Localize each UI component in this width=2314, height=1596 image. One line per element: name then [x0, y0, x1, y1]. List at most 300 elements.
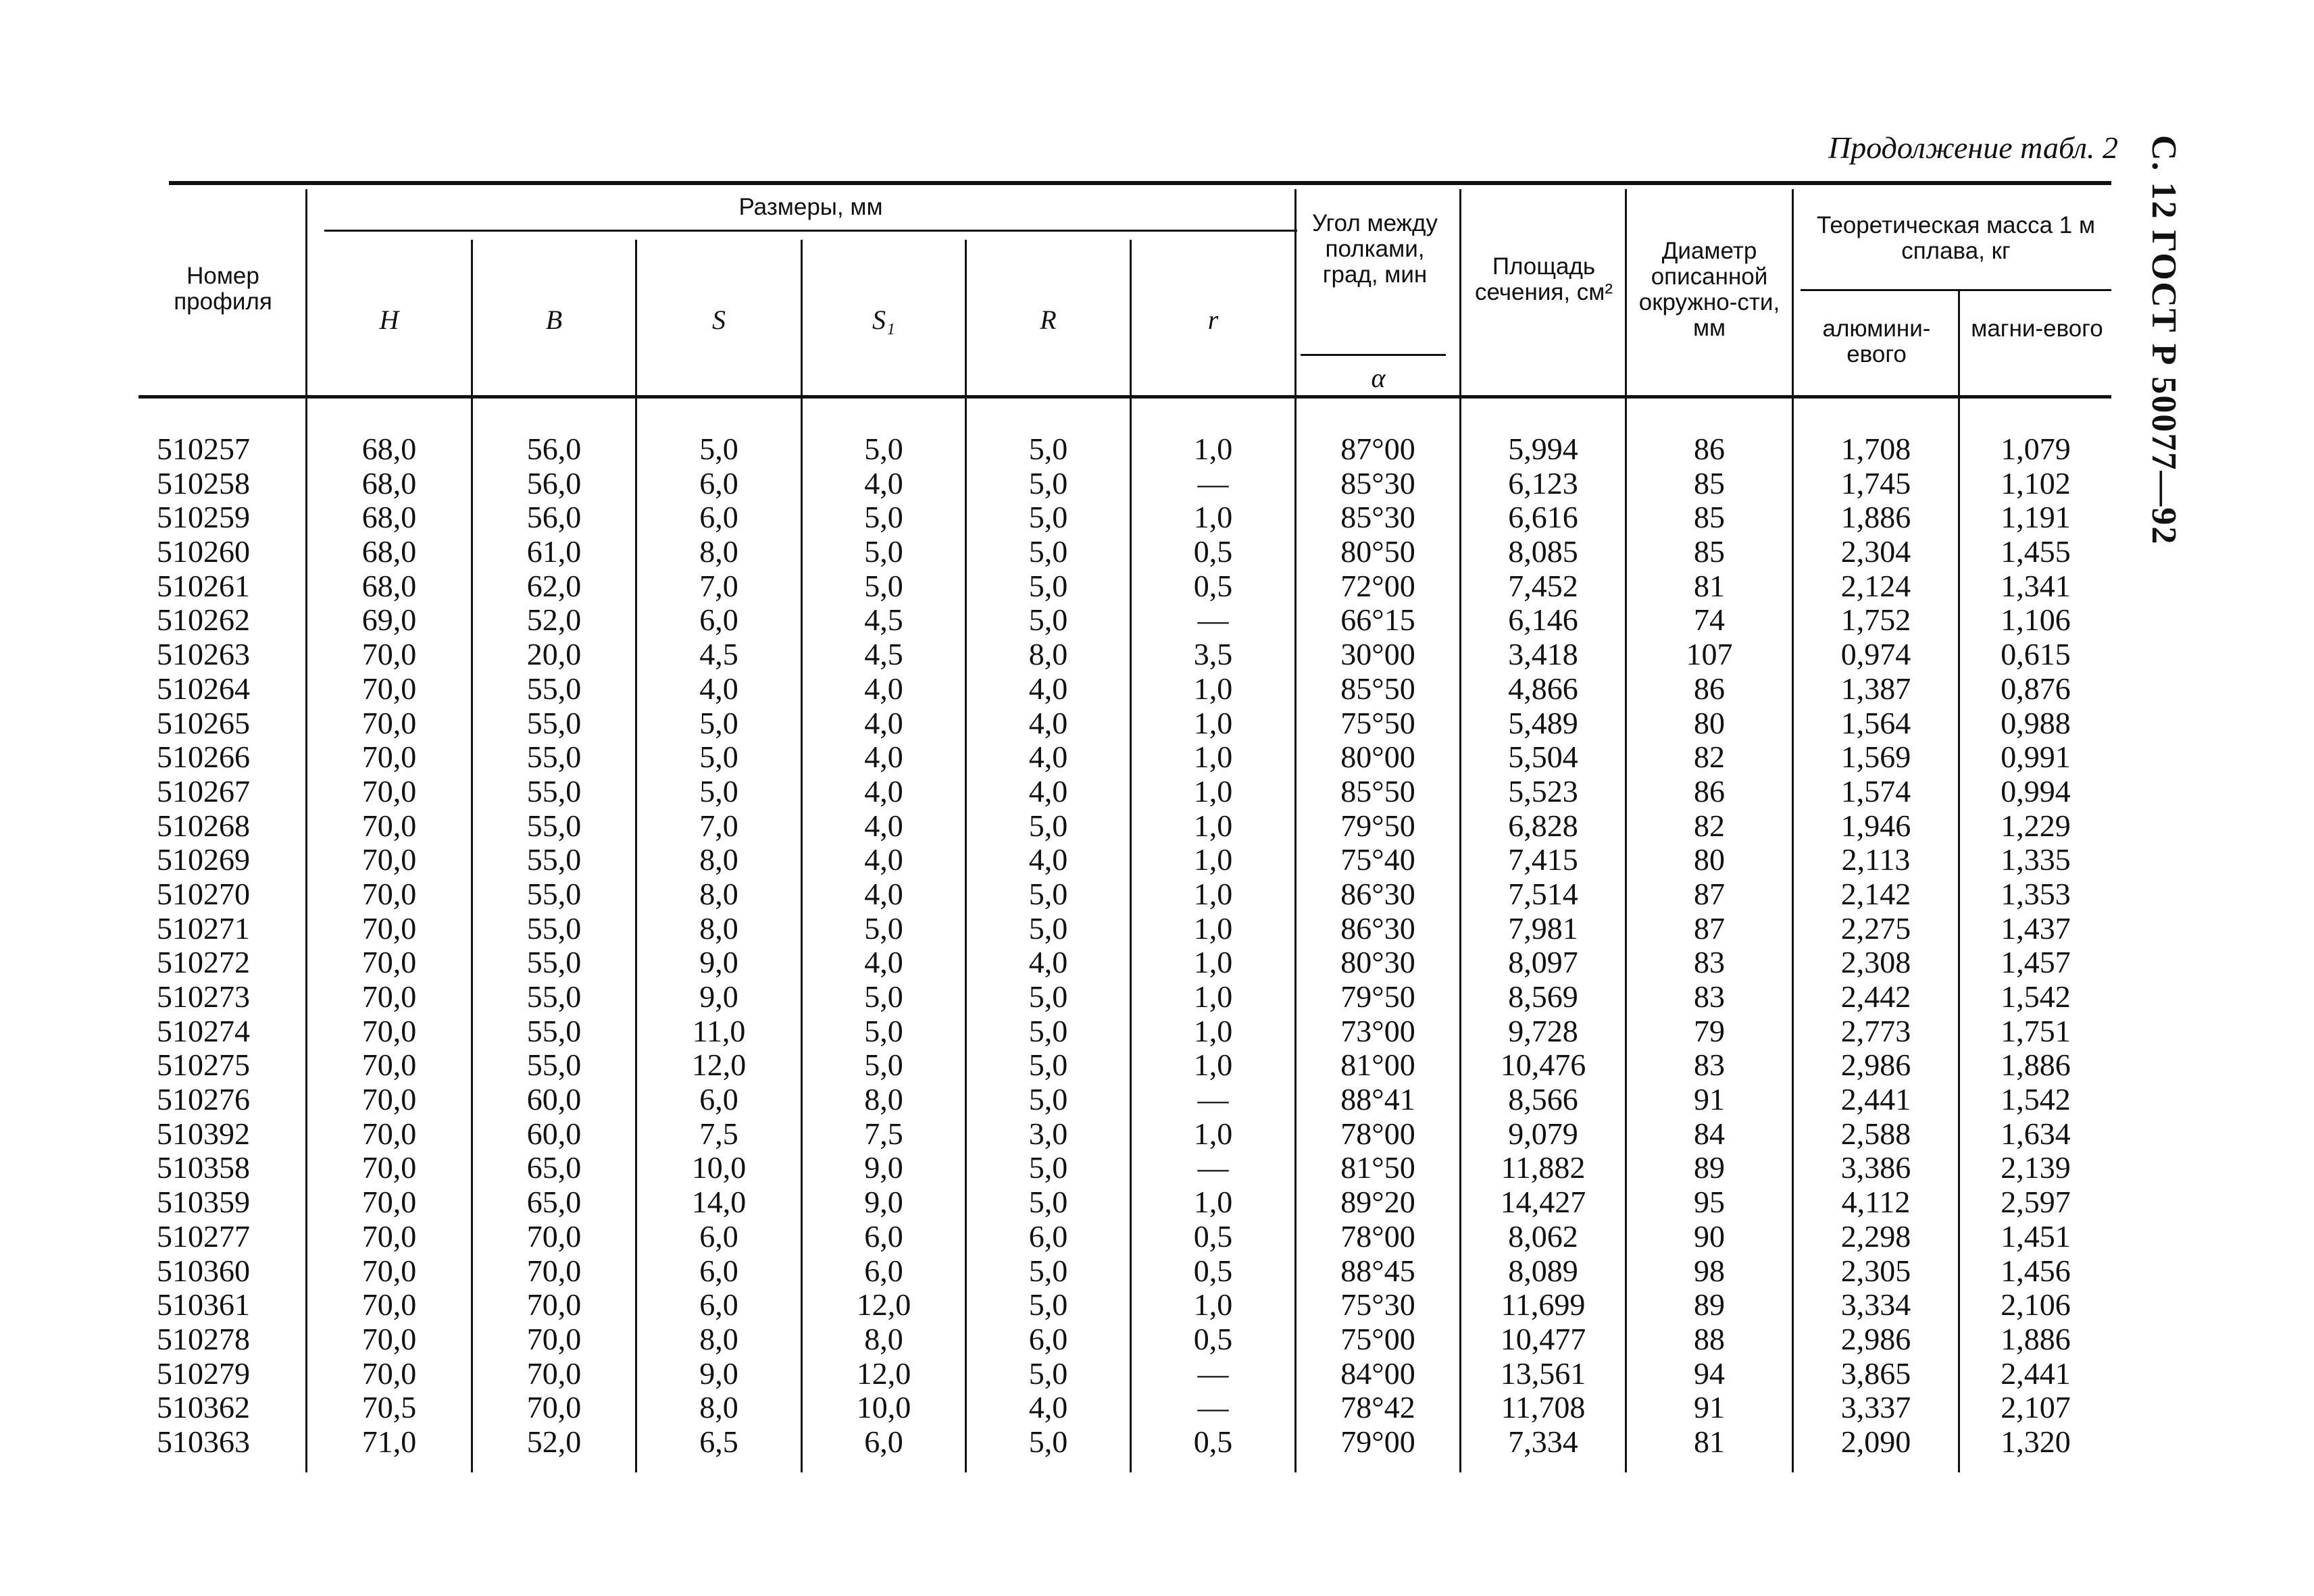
table-cell-S: 5,0: [699, 705, 738, 740]
column-S1: [803, 432, 965, 1460]
table-cell-angle: 88°41: [1340, 1082, 1415, 1117]
table-cell-S1: 7,5: [864, 1116, 903, 1151]
table-cell-R: 6,0: [1028, 1321, 1068, 1356]
table-cell-S: 6,0: [699, 602, 738, 638]
table-cell-S1: 4,0: [864, 671, 903, 706]
header-angle: Угол между полками, град, мин: [1312, 210, 1438, 288]
table-cell-area: 6,828: [1508, 808, 1578, 843]
table-cell-al: 2,588: [1840, 1116, 1911, 1151]
table-cell-diam: 74: [1694, 602, 1725, 638]
table-cell-mg: 2,106: [2001, 1287, 2071, 1322]
table-cell-area: 6,123: [1508, 465, 1578, 500]
table-cell-S: 8,0: [699, 910, 738, 946]
table-cell-mg: 1,229: [2001, 808, 2071, 843]
table-cell-num: 510360: [157, 1253, 250, 1288]
table-cell-area: 11,708: [1501, 1390, 1586, 1425]
table-cell-S: 5,0: [699, 740, 738, 775]
table-cell-H: 70,0: [361, 808, 417, 843]
table-cell-B: 55,0: [526, 740, 582, 775]
table-cell-R: 5,0: [1028, 500, 1068, 535]
table-cell-al: 2,308: [1840, 945, 1911, 980]
table-cell-al: 2,275: [1840, 910, 1911, 946]
table-cell-B: 55,0: [526, 1013, 582, 1048]
table-cell-angle: 88°45: [1340, 1253, 1415, 1288]
table-cell-R: 5,0: [1028, 534, 1068, 569]
table-cell-S: 9,0: [699, 979, 738, 1014]
table-cell-mg: 1,079: [2001, 432, 2071, 466]
column-angle: [1297, 432, 1459, 1460]
table-cell-S1: 6,0: [864, 1424, 903, 1459]
table-cell-B: 20,0: [526, 637, 582, 672]
table-cell-mg: 1,542: [2001, 979, 2071, 1014]
table-cell-B: 56,0: [526, 465, 582, 500]
header-S1: S₁: [872, 305, 895, 335]
header-S: S: [712, 305, 726, 335]
table-cell-S1: 10,0: [856, 1390, 911, 1425]
table-cell-area: 8,085: [1508, 534, 1578, 569]
table-cell-al: 2,298: [1840, 1218, 1911, 1254]
table-cell-S1: 5,0: [864, 910, 903, 946]
table-cell-mg: 2,441: [2001, 1356, 2071, 1391]
header-area: Площадь сечения, см²: [1474, 253, 1613, 305]
table-cell-S1: 5,0: [864, 1013, 903, 1048]
table-cell-B: 55,0: [526, 876, 582, 911]
table-cell-num: 510261: [157, 568, 250, 603]
table-cell-angle: 86°30: [1340, 910, 1415, 946]
table-cell-S: 8,0: [699, 534, 738, 569]
column-r: [1132, 432, 1294, 1460]
header-H: H: [379, 305, 399, 335]
table-cell-S1: 12,0: [856, 1287, 911, 1322]
table-cell-mg: 0,988: [2001, 705, 2071, 740]
table-cell-r: 1,0: [1193, 773, 1233, 808]
header-R: R: [1040, 305, 1057, 335]
table-cell-num: 510267: [157, 773, 250, 808]
table-cell-al: 3,334: [1840, 1287, 1911, 1322]
table-cell-S1: 8,0: [864, 1321, 903, 1356]
table-cell-al: 1,708: [1840, 432, 1911, 466]
table-cell-num: 510266: [157, 740, 250, 775]
table-cell-r: 0,5: [1193, 534, 1233, 569]
table-cell-al: 1,564: [1840, 705, 1911, 740]
table-cell-al: 1,886: [1840, 500, 1911, 535]
table-cell-mg: 1,106: [2001, 602, 2071, 638]
table-cell-B: 55,0: [526, 773, 582, 808]
table-cell-mg: 1,455: [2001, 534, 2071, 569]
table-cell-mg: 1,341: [2001, 568, 2071, 603]
table-cell-num: 510358: [157, 1150, 250, 1185]
table-cell-angle: 85°50: [1340, 773, 1415, 808]
table-cell-num: 510270: [157, 876, 250, 911]
table-cell-area: 8,569: [1508, 979, 1578, 1014]
table-cell-H: 70,0: [361, 842, 417, 877]
table-cell-r: 1,0: [1193, 876, 1233, 911]
table-cell-angle: 79°50: [1340, 979, 1415, 1014]
table-cell-r: —: [1197, 1356, 1229, 1391]
table-cell-S: 9,0: [699, 1356, 738, 1391]
table-cell-angle: 78°00: [1340, 1116, 1415, 1151]
header-profile-number: Номер профиля: [174, 263, 272, 315]
table-cell-angle: 75°40: [1340, 842, 1415, 877]
table-cell-angle: 75°50: [1340, 705, 1415, 740]
table-cell-diam: 86: [1694, 671, 1725, 706]
table-cell-R: 5,0: [1028, 910, 1068, 946]
table-cell-r: 1,0: [1193, 1013, 1233, 1048]
table-cell-H: 70,0: [361, 671, 417, 706]
table-cell-B: 70,0: [526, 1356, 582, 1391]
header-diameter: Диаметр описанной окружно-сти, мм: [1638, 238, 1780, 341]
table-cell-H: 68,0: [361, 500, 417, 535]
table-cell-num: 510361: [157, 1287, 250, 1322]
table-cell-diam: 107: [1686, 637, 1733, 672]
table-cell-r: 1,0: [1193, 705, 1233, 740]
table-cell-S1: 4,0: [864, 945, 903, 980]
table-cell-B: 70,0: [526, 1321, 582, 1356]
table-cell-R: 5,0: [1028, 1082, 1068, 1117]
table-cell-S1: 5,0: [864, 1048, 903, 1083]
table-cell-num: 510278: [157, 1321, 250, 1356]
table-cell-diam: 98: [1694, 1253, 1725, 1288]
table-cell-num: 510260: [157, 534, 250, 569]
header-angle-symbol: α: [1371, 363, 1386, 393]
table-cell-R: 4,0: [1028, 705, 1068, 740]
table-cell-diam: 86: [1694, 432, 1725, 466]
table-cell-diam: 90: [1694, 1218, 1725, 1254]
table-cell-diam: 87: [1694, 876, 1725, 911]
dimensions-group-rule: [324, 230, 1297, 232]
table-cell-mg: 2,139: [2001, 1150, 2071, 1185]
table-cell-diam: 83: [1694, 1048, 1725, 1083]
table-cell-R: 5,0: [1028, 1424, 1068, 1459]
table-cell-angle: 80°50: [1340, 534, 1415, 569]
table-cell-angle: 85°30: [1340, 465, 1415, 500]
table-cell-S: 7,5: [699, 1116, 738, 1151]
table-cell-mg: 1,335: [2001, 842, 2071, 877]
table-cell-num: 510277: [157, 1218, 250, 1254]
table-cell-al: 2,773: [1840, 1013, 1911, 1048]
table-cell-S1: 8,0: [864, 1082, 903, 1117]
header-r: r: [1207, 305, 1219, 335]
table-cell-r: 0,5: [1193, 1218, 1233, 1254]
table-cell-num: 510263: [157, 637, 250, 672]
table-cell-H: 70,0: [361, 945, 417, 980]
table-cell-R: 6,0: [1028, 1218, 1068, 1254]
header-B: B: [545, 305, 563, 335]
table-cell-S1: 12,0: [856, 1356, 911, 1391]
table-cell-H: 70,0: [361, 1321, 417, 1356]
table-cell-diam: 91: [1694, 1390, 1725, 1425]
table-cell-area: 10,476: [1500, 1048, 1586, 1083]
table-cell-diam: 80: [1694, 842, 1725, 877]
table-cell-S: 8,0: [699, 1321, 738, 1356]
table-cell-B: 55,0: [526, 1048, 582, 1083]
table-cell-r: 1,0: [1193, 740, 1233, 775]
table-cell-al: 2,442: [1840, 979, 1911, 1014]
table-cell-area: 7,514: [1508, 876, 1578, 911]
table-cell-H: 70,0: [361, 1116, 417, 1151]
table-cell-H: 70,0: [361, 979, 417, 1014]
table-cell-mg: 0,991: [2001, 740, 2071, 775]
table-cell-angle: 87°00: [1340, 432, 1415, 466]
table-cell-area: 5,489: [1508, 705, 1578, 740]
table-cell-al: 2,986: [1840, 1048, 1911, 1083]
table-cell-angle: 80°30: [1340, 945, 1415, 980]
table-cell-mg: 1,542: [2001, 1082, 2071, 1117]
table-cell-R: 5,0: [1028, 1253, 1068, 1288]
table-cell-diam: 80: [1694, 705, 1725, 740]
table-cell-angle: 79°50: [1340, 808, 1415, 843]
table-cell-angle: 79°00: [1340, 1424, 1415, 1459]
table-cell-S: 10,0: [691, 1150, 747, 1185]
table-cell-H: 70,0: [361, 910, 417, 946]
table-cell-al: 2,113: [1841, 842, 1911, 877]
table-cell-B: 56,0: [526, 432, 582, 466]
table-cell-R: 8,0: [1028, 637, 1068, 672]
table-cell-H: 68,0: [361, 465, 417, 500]
table-cell-B: 60,0: [526, 1082, 582, 1117]
table-cell-area: 9,079: [1508, 1116, 1578, 1151]
table-cell-R: 3,0: [1028, 1116, 1068, 1151]
table-cell-al: 2,441: [1840, 1082, 1911, 1117]
column-R: [967, 432, 1130, 1460]
table-cell-S: 8,0: [699, 842, 738, 877]
mass-group-rule: [1801, 289, 2111, 291]
table-cell-B: 70,0: [526, 1253, 582, 1288]
table-cell-H: 70,0: [361, 705, 417, 740]
table-cell-al: 3,386: [1840, 1150, 1911, 1185]
table-cell-r: 1,0: [1193, 1287, 1233, 1322]
table-cell-R: 5,0: [1028, 1150, 1068, 1185]
table-cell-diam: 95: [1694, 1185, 1725, 1220]
table-cell-R: 5,0: [1028, 1356, 1068, 1391]
table-cell-num: 510264: [157, 671, 250, 706]
table-cell-r: 0,5: [1193, 568, 1233, 603]
table-cell-H: 71,0: [361, 1424, 417, 1459]
table-cell-area: 4,866: [1508, 671, 1578, 706]
table-cell-mg: 0,615: [2001, 637, 2071, 672]
table-cell-diam: 89: [1694, 1287, 1725, 1322]
table-cell-H: 70,0: [361, 1013, 417, 1048]
table-cell-area: 13,561: [1500, 1356, 1586, 1391]
table-cell-H: 70,0: [361, 1185, 417, 1220]
table-cell-H: 70,0: [361, 1356, 417, 1391]
header-mass-group: Теоретическая масса 1 м сплава, кг: [1816, 212, 2096, 264]
table-cell-al: 1,745: [1840, 465, 1911, 500]
table-cell-S: 6,5: [699, 1424, 738, 1459]
header-dimensions-group: Размеры, мм: [738, 194, 883, 220]
table-cell-r: 3,5: [1193, 637, 1233, 672]
table-cell-B: 52,0: [526, 602, 582, 638]
table-cell-r: 1,0: [1193, 910, 1233, 946]
table-cell-B: 55,0: [526, 671, 582, 706]
table-cell-angle: 30°00: [1340, 637, 1415, 672]
table-cell-mg: 2,107: [2001, 1390, 2071, 1425]
table-cell-S1: 9,0: [864, 1185, 903, 1220]
table-cell-B: 55,0: [526, 910, 582, 946]
table-cell-al: 2,142: [1840, 876, 1911, 911]
table-cell-S1: 5,0: [864, 500, 903, 535]
table-cell-num: 510276: [157, 1082, 250, 1117]
table-cell-H: 70,0: [361, 876, 417, 911]
table-cell-S1: 6,0: [864, 1218, 903, 1254]
table-cell-R: 5,0: [1028, 979, 1068, 1014]
table-cell-num: 510273: [157, 979, 250, 1014]
table-cell-H: 70,0: [361, 637, 417, 672]
table-cell-mg: 1,457: [2001, 945, 2071, 980]
table-cell-diam: 79: [1694, 1013, 1725, 1048]
table-cell-R: 5,0: [1028, 1287, 1068, 1322]
table-cell-num: 510363: [157, 1424, 250, 1459]
header-bottom-rule: [139, 395, 2111, 398]
table-cell-num: 510262: [157, 602, 250, 638]
table-cell-S1: 5,0: [864, 432, 903, 466]
table-cell-H: 68,0: [361, 568, 417, 603]
table-continuation-caption: Продолжение табл. 2: [1828, 130, 2118, 165]
table-cell-diam: 84: [1694, 1116, 1725, 1151]
table-cell-R: 4,0: [1028, 945, 1068, 980]
table-cell-B: 55,0: [526, 808, 582, 843]
table-cell-S: 7,0: [699, 808, 738, 843]
table-cell-S1: 4,0: [864, 773, 903, 808]
table-cell-area: 9,728: [1508, 1013, 1578, 1048]
table-cell-H: 68,0: [361, 534, 417, 569]
table-cell-R: 5,0: [1028, 1048, 1068, 1083]
table-cell-num: 510392: [157, 1116, 250, 1151]
table-cell-num: 510265: [157, 705, 250, 740]
table-cell-mg: 1,886: [2001, 1321, 2071, 1356]
table-cell-al: 0,974: [1840, 637, 1911, 672]
table-cell-R: 4,0: [1028, 842, 1068, 877]
table-cell-S1: 4,0: [864, 876, 903, 911]
table-cell-B: 70,0: [526, 1218, 582, 1254]
table-cell-B: 55,0: [526, 945, 582, 980]
table-cell-B: 55,0: [526, 979, 582, 1014]
table-cell-diam: 82: [1694, 740, 1725, 775]
table-cell-area: 11,699: [1501, 1287, 1586, 1322]
table-cell-al: 1,752: [1840, 602, 1911, 638]
table-cell-diam: 87: [1694, 910, 1725, 946]
table-cell-angle: 73°00: [1340, 1013, 1415, 1048]
table-top-rule: [169, 181, 2111, 185]
table-cell-mg: 1,634: [2001, 1116, 2071, 1151]
table-cell-r: 1,0: [1193, 1048, 1233, 1083]
table-cell-H: 69,0: [361, 602, 417, 638]
table-cell-R: 4,0: [1028, 671, 1068, 706]
table-cell-r: 1,0: [1193, 842, 1233, 877]
table-cell-S1: 4,0: [864, 465, 903, 500]
table-cell-r: —: [1197, 1390, 1229, 1425]
table-cell-diam: 81: [1694, 1424, 1725, 1459]
table-cell-S: 14,0: [691, 1185, 747, 1220]
table-cell-S: 6,0: [699, 500, 738, 535]
table-cell-num: 510257: [157, 432, 250, 466]
table-cell-R: 5,0: [1028, 432, 1068, 466]
table-cell-S: 6,0: [699, 1218, 738, 1254]
table-cell-S1: 5,0: [864, 534, 903, 569]
table-cell-R: 5,0: [1028, 1013, 1068, 1048]
table-cell-al: 2,090: [1840, 1424, 1911, 1459]
table-cell-diam: 89: [1694, 1150, 1725, 1185]
table-cell-mg: 1,451: [2001, 1218, 2071, 1254]
table-cell-al: 1,946: [1840, 808, 1911, 843]
table-cell-r: 1,0: [1193, 808, 1233, 843]
table-cell-al: 2,304: [1840, 534, 1911, 569]
table-cell-H: 70,0: [361, 740, 417, 775]
table-cell-r: 1,0: [1193, 671, 1233, 706]
table-cell-area: 8,089: [1508, 1253, 1578, 1288]
table-cell-diam: 91: [1694, 1082, 1725, 1117]
table-cell-r: 1,0: [1193, 945, 1233, 980]
table-cell-area: 8,062: [1508, 1218, 1578, 1254]
table-cell-mg: 1,102: [2001, 465, 2071, 500]
table-cell-diam: 88: [1694, 1321, 1725, 1356]
table-cell-angle: 85°50: [1340, 671, 1415, 706]
table-cell-B: 65,0: [526, 1150, 582, 1185]
column-profile-number: [157, 432, 302, 1460]
table-cell-angle: 86°30: [1340, 876, 1415, 911]
table-cell-r: 1,0: [1193, 1185, 1233, 1220]
table-cell-S: 5,0: [699, 773, 738, 808]
table-cell-S1: 5,0: [864, 568, 903, 603]
table-cell-num: 510258: [157, 465, 250, 500]
table-cell-r: 1,0: [1193, 500, 1233, 535]
table-cell-R: 5,0: [1028, 808, 1068, 843]
table-cell-B: 70,0: [526, 1390, 582, 1425]
page-standard-label: С. 12 ГОСТ Р 50077—92: [2144, 135, 2183, 546]
column-area: [1461, 432, 1625, 1460]
table-cell-S1: 4,0: [864, 705, 903, 740]
table-cell-S: 4,5: [699, 637, 738, 672]
table-cell-area: 5,994: [1508, 432, 1578, 466]
table-cell-angle: 81°00: [1340, 1048, 1415, 1083]
table-cell-area: 8,097: [1508, 945, 1578, 980]
table-cell-r: —: [1197, 465, 1229, 500]
table-cell-al: 4,112: [1841, 1185, 1911, 1220]
table-cell-angle: 72°00: [1340, 568, 1415, 603]
table-cell-area: 11,882: [1501, 1150, 1586, 1185]
table-cell-diam: 85: [1694, 500, 1725, 535]
table-cell-B: 60,0: [526, 1116, 582, 1151]
table-cell-r: 1,0: [1193, 979, 1233, 1014]
table-cell-H: 70,0: [361, 1253, 417, 1288]
table-cell-R: 4,0: [1028, 773, 1068, 808]
table-cell-angle: 81°50: [1340, 1150, 1415, 1185]
table-cell-num: 510274: [157, 1013, 250, 1048]
table-cell-S: 11,0: [692, 1013, 746, 1048]
column-diameter: [1627, 432, 1792, 1460]
table-cell-diam: 94: [1694, 1356, 1725, 1391]
table-cell-B: 65,0: [526, 1185, 582, 1220]
table-cell-H: 70,0: [361, 773, 417, 808]
table-cell-num: 510362: [157, 1390, 250, 1425]
table-cell-R: 5,0: [1028, 465, 1068, 500]
table-cell-area: 10,477: [1500, 1321, 1586, 1356]
table-cell-angle: 66°15: [1340, 602, 1415, 638]
table-cell-num: 510272: [157, 945, 250, 980]
table-cell-H: 70,0: [361, 1287, 417, 1322]
table-cell-al: 3,337: [1840, 1390, 1911, 1425]
table-cell-mg: 2,597: [2001, 1185, 2071, 1220]
table-cell-diam: 85: [1694, 534, 1725, 569]
table-cell-area: 3,418: [1508, 637, 1578, 672]
table-cell-area: 5,504: [1508, 740, 1578, 775]
table-cell-S1: 4,0: [864, 842, 903, 877]
table-cell-H: 68,0: [361, 432, 417, 466]
table-cell-angle: 84°00: [1340, 1356, 1415, 1391]
header-magnesium: магни-евого: [1971, 315, 2103, 342]
table-cell-H: 70,0: [361, 1082, 417, 1117]
table-cell-H: 70,0: [361, 1150, 417, 1185]
